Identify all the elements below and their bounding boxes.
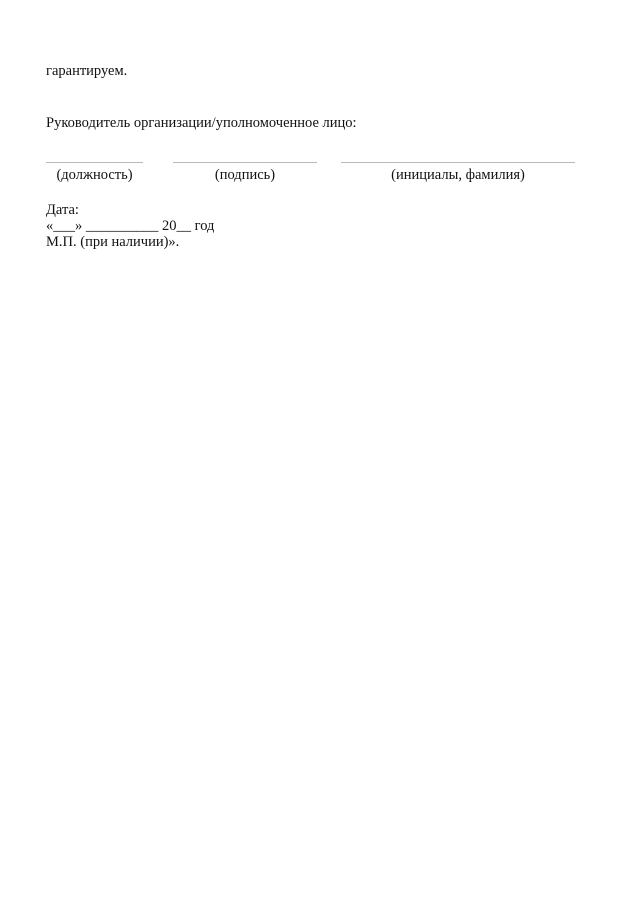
signature-caption: (подпись) [214, 167, 276, 183]
signature-line [173, 162, 317, 163]
paragraph-end-text: гарантируем. [46, 63, 128, 79]
name-signature-line [341, 162, 575, 163]
signatory-label: Руководитель организации/уполномоченное лицо: [46, 115, 357, 131]
seal-line: М.П. (при наличии)». [46, 234, 180, 250]
position-caption: (должность) [56, 167, 133, 183]
position-signature-line [46, 162, 143, 163]
date-line: «___» __________ 20__ год [46, 218, 215, 234]
date-label: Дата: [46, 202, 79, 218]
name-caption: (инициалы, фамилия) [391, 167, 525, 183]
